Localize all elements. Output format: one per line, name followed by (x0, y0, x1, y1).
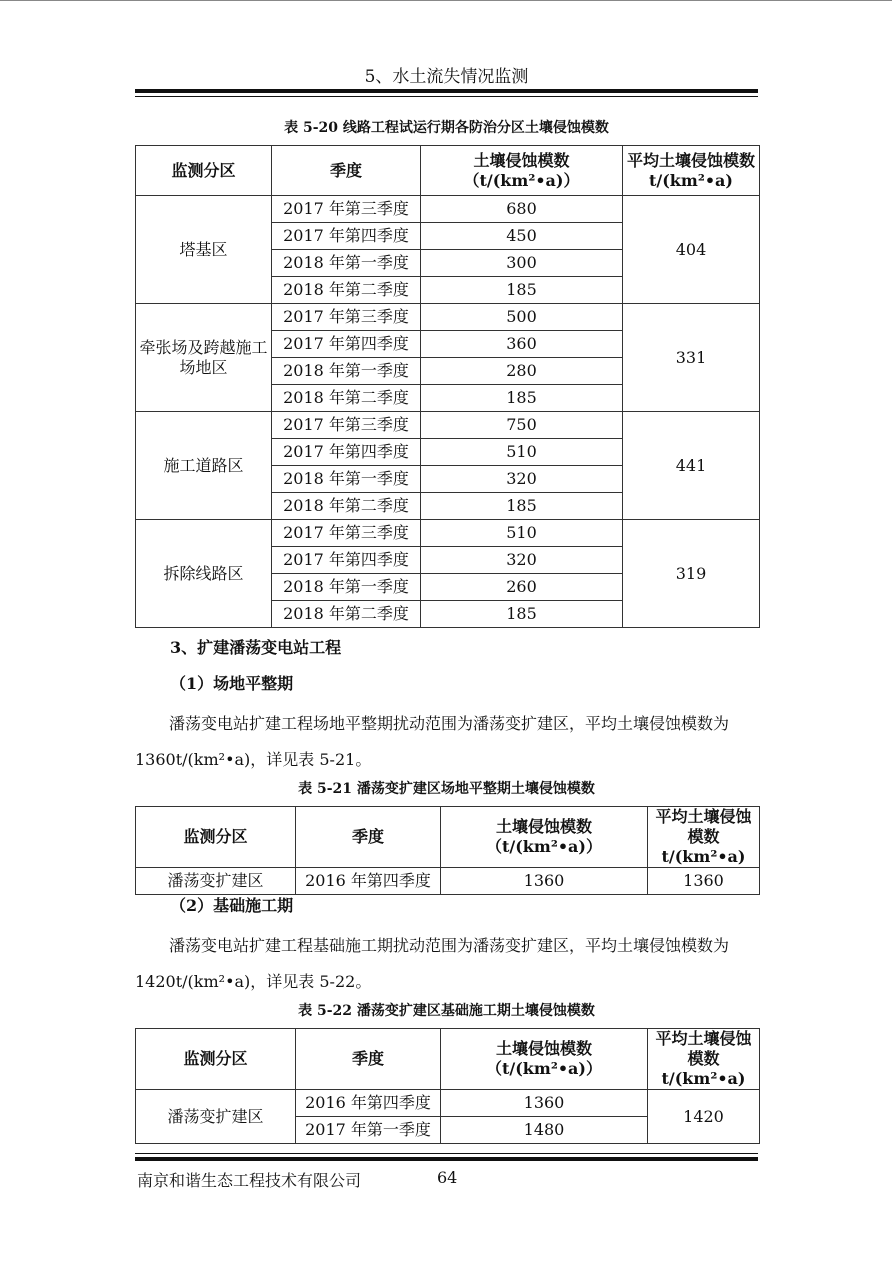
table1-season: 2017 年第四季度 (272, 223, 421, 250)
table1-season: 2018 年第一季度 (272, 574, 421, 601)
table3-header-season: 季度 (296, 1029, 441, 1090)
table2-avg: 1360 (648, 868, 760, 895)
table1-season: 2018 年第二季度 (272, 601, 421, 628)
table3-header-modulus: 土壤侵蚀模数（t/(km²•a)） (441, 1029, 648, 1090)
table-row (136, 412, 760, 439)
table1-value: 185 (421, 277, 623, 304)
header-rule-thin (135, 96, 758, 97)
table3-zone: 潘荡变扩建区 (136, 1090, 296, 1144)
table2 (135, 806, 760, 895)
table1-zone: 施工道路区 (136, 412, 272, 520)
sub1-paragraph: 潘荡变电站扩建工程场地平整期扰动范围为潘荡变扩建区，平均土壤侵蚀模数为 1360t/(km²•a)，详见表 5-21。 (135, 714, 730, 769)
table1-value: 510 (421, 439, 623, 466)
table1-value: 260 (421, 574, 623, 601)
table1-season: 2017 年第三季度 (272, 520, 421, 547)
table2-zone: 潘荡变扩建区 (136, 868, 296, 895)
table3-header-zone: 监测分区 (136, 1029, 296, 1090)
table1-season: 2017 年第四季度 (272, 547, 421, 574)
table1-avg: 319 (623, 520, 760, 628)
page-top-border (0, 0, 892, 1)
table1-value: 185 (421, 385, 623, 412)
table1-header-modulus: 土壤侵蚀模数（t/(km²•a)） (421, 146, 623, 196)
table1-value: 320 (421, 466, 623, 493)
table1-value: 185 (421, 601, 623, 628)
section3-title: 3、扩建潘荡变电站工程 (170, 638, 342, 657)
table2-season: 2016 年第四季度 (296, 868, 441, 895)
footer-rule-thick (135, 1157, 758, 1161)
table1-zone: 塔基区 (136, 196, 272, 304)
table3-value: 1480 (441, 1117, 648, 1144)
table-row (136, 520, 760, 547)
table1-header-avg: 平均土壤侵蚀模数 t/(km²•a) (623, 146, 760, 196)
table2-header-season: 季度 (296, 807, 441, 868)
table1-season: 2018 年第一季度 (272, 250, 421, 277)
table1-value: 750 (421, 412, 623, 439)
table2-header-zone: 监测分区 (136, 807, 296, 868)
table-row (136, 1090, 760, 1117)
sub1-title: （1）场地平整期 (170, 674, 294, 693)
table3 (135, 1028, 760, 1144)
table1-avg: 441 (623, 412, 760, 520)
table2-header-modulus: 土壤侵蚀模数（t/(km²•a)） (441, 807, 648, 868)
page-number: 64 (437, 1168, 458, 1187)
sub2-title: （2）基础施工期 (170, 896, 294, 915)
table1-zone: 牵张场及跨越施工场地区 (136, 304, 272, 412)
table1-season: 2018 年第一季度 (272, 466, 421, 493)
table-row (136, 304, 760, 331)
table1-season: 2017 年第四季度 (272, 439, 421, 466)
table3-value: 1360 (441, 1090, 648, 1117)
table1-value: 300 (421, 250, 623, 277)
table3-season: 2016 年第四季度 (296, 1090, 441, 1117)
table1-season: 2017 年第三季度 (272, 304, 421, 331)
table1 (135, 145, 760, 628)
table1-season: 2017 年第三季度 (272, 412, 421, 439)
table1-avg: 404 (623, 196, 760, 304)
table1-value: 185 (421, 493, 623, 520)
table3-avg: 1420 (648, 1090, 760, 1144)
table1-season: 2017 年第四季度 (272, 331, 421, 358)
footer-company: 南京和谐生态工程技术有限公司 (137, 1171, 362, 1190)
table1-season: 2018 年第一季度 (272, 358, 421, 385)
table1-value: 680 (421, 196, 623, 223)
table1-caption: 表 5-20 线路工程试运行期各防治分区土壤侵蚀模数 (284, 120, 609, 136)
table-row (136, 868, 760, 895)
table1-zone: 拆除线路区 (136, 520, 272, 628)
page-header: 5、水土流失情况监测 (364, 67, 529, 87)
table2-value: 1360 (441, 868, 648, 895)
table1-season: 2017 年第三季度 (272, 196, 421, 223)
table3-caption: 表 5-22 潘荡变扩建区基础施工期土壤侵蚀模数 (298, 1003, 595, 1019)
table1-value: 280 (421, 358, 623, 385)
footer-rule-thin (135, 1153, 758, 1154)
table1-header-zone: 监测分区 (136, 146, 272, 196)
table1-season: 2018 年第二季度 (272, 493, 421, 520)
table1-header-season: 季度 (272, 146, 421, 196)
table1-season: 2018 年第二季度 (272, 277, 421, 304)
table1-value: 360 (421, 331, 623, 358)
table1-value: 500 (421, 304, 623, 331)
header-rule-thick (135, 89, 758, 93)
table1-value: 510 (421, 520, 623, 547)
table1-avg: 331 (623, 304, 760, 412)
table2-caption: 表 5-21 潘荡变扩建区场地平整期土壤侵蚀模数 (298, 781, 595, 797)
table1-value: 320 (421, 547, 623, 574)
table2-header-avg: 平均土壤侵蚀模数 t/(km²•a) (648, 807, 760, 868)
sub2-paragraph: 潘荡变电站扩建工程基础施工期扰动范围为潘荡变扩建区，平均土壤侵蚀模数为 1420t/(km²•a)，详见表 5-22。 (135, 936, 730, 991)
table3-season: 2017 年第一季度 (296, 1117, 441, 1144)
table-row (136, 196, 760, 223)
table1-value: 450 (421, 223, 623, 250)
table3-header-avg: 平均土壤侵蚀模数 t/(km²•a) (648, 1029, 760, 1090)
table1-season: 2018 年第二季度 (272, 385, 421, 412)
